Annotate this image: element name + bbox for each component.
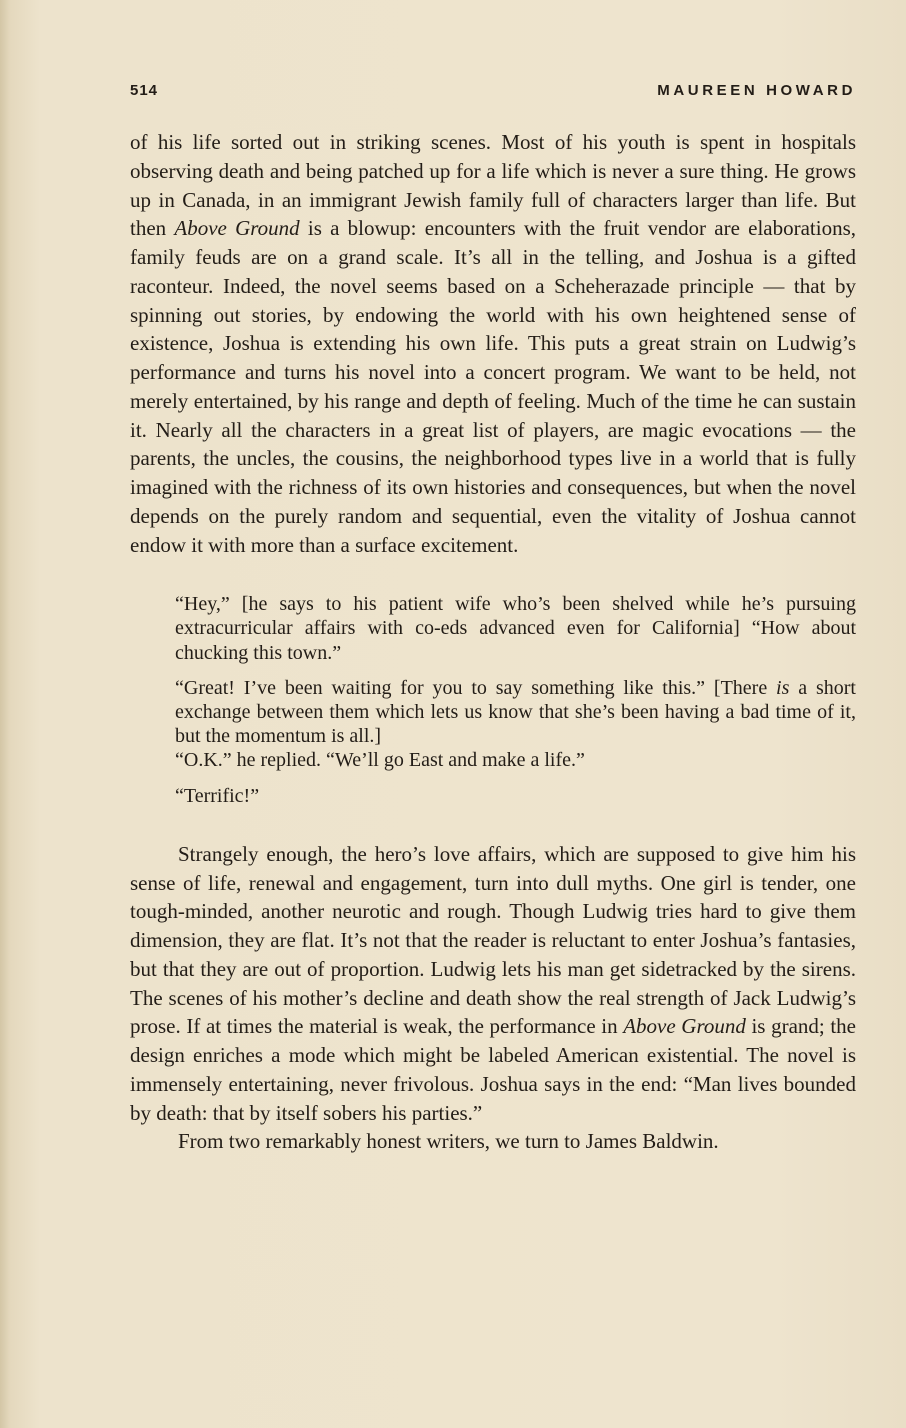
spacer	[130, 808, 856, 840]
paragraph-3: From two remarkably honest writers, we turn to James Baldwin.	[178, 1129, 719, 1154]
body-text	[130, 128, 856, 1156]
quote-line-1: “Hey,” [he says to his patient wife who’s been shelved while he’s pursuing extracurricular affairs with co-eds advanced even for California] “How about chucking this town.”	[175, 593, 856, 664]
paragraph-1	[130, 128, 856, 559]
spacer	[130, 559, 856, 592]
quote-line-3: “O.K.” he replied. “We’ll go East and make a life.”	[175, 749, 585, 772]
block-quote	[175, 592, 856, 808]
paragraph-1-text-1: of his life sorted out in striking scenes. Most of his youth is spent in hospitals observing death and being patched up for a life which is never a sure thing. He grows up in Canada, in an immigrant Jewish family full of characters larger than life. But then	[130, 130, 856, 241]
quote-line-4: “Terrific!”	[175, 784, 260, 807]
quote-line-2-text-2: a short exchange between them which lets us know that she’s been having a bad time of it, but the momentum is all.]	[175, 676, 856, 748]
book-title-italic: Above Ground	[623, 1014, 746, 1039]
paragraph-2	[130, 840, 856, 1128]
page-number: 514	[130, 82, 159, 99]
page-header	[130, 82, 856, 106]
running-head: MAUREEN HOWARD	[657, 82, 856, 99]
paragraph-2-text-2: is grand; the design enriches a mode which might be labeled American existential. The novel is immensely entertaining, never frivolous. Joshua says in the end: “Man lives bounded by death: that by itself sobers his parties.”	[130, 1014, 856, 1125]
quote-italic-is: is	[776, 676, 790, 699]
paragraph-2-text-1: Strangely enough, the hero’s love affairs, which are supposed to give him his sense of life, renewal and engagement, turn into dull myths. One girl is tender, one tough-minded, another neurotic and rough. Though Ludwig tries hard to give them dimension, they are flat. It’s not that the reader is reluctant to enter Joshua’s fantasies, but that they are out of proportion. Ludwig lets his man get sidetracked by the sirens. The scenes of his mother’s decline and death show the real strength of Jack Ludwig’s prose. If at times the material is weak, the performance in	[130, 841, 856, 1039]
quote-spacer	[175, 665, 856, 676]
quote-line-2-text-1: “Great! I’ve been waiting for you to say something like this.” [There	[175, 676, 777, 699]
paragraph-1-text-2: is a blowup: encounters with the fruit vendor are elaborations, family feuds are on a grand scale. It’s all in the telling, and Joshua is a gifted raconteur. Indeed, the novel seems based on a Scheherazade principle — that by spinning out stories, by endowing the world with his own heightened sense of existence, Joshua is extending his own life. This puts a great strain on Ludwig’s performance and turns his novel into a concert program. We want to be held, not merely entertained, by his range and depth of feeling. Much of the time he can sustain it. Nearly all the characters in a great list of players, are magic evocations — the parents, the uncles, the cousins, the neighborhood types live in a world that is fully imagined with the richness of its own histories and consequences, but when the novel depends on the purely random and sequential, even the vitality of Joshua cannot endow it with more than a surface excitement.	[130, 216, 857, 557]
book-title-italic: Above Ground	[174, 216, 300, 241]
quote-line-2	[175, 676, 856, 749]
quote-spacer	[175, 773, 856, 784]
